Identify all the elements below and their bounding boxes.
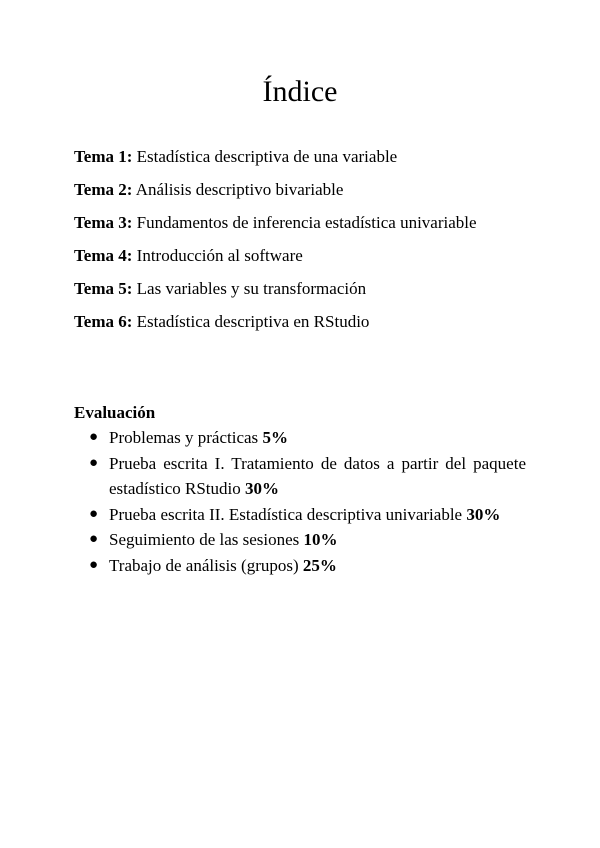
evaluation-section bbox=[74, 401, 526, 578]
bullet-icon: ● bbox=[89, 531, 99, 547]
evaluation-item-text: Trabajo de análisis (grupos) bbox=[109, 555, 299, 575]
evaluation-item bbox=[74, 425, 526, 451]
topic-label: Tema 6: bbox=[74, 312, 133, 331]
evaluation-item bbox=[74, 451, 526, 502]
topic-label: Tema 4: bbox=[74, 246, 133, 265]
evaluation-item-text: Prueba escrita I. Tratamiento de datos a partir del paquete estadístico RStudio bbox=[109, 453, 526, 498]
evaluation-item-percent: 30% bbox=[466, 504, 501, 524]
topic-item bbox=[74, 212, 554, 234]
evaluation-item-percent: 10% bbox=[303, 530, 338, 549]
evaluation-list bbox=[74, 425, 526, 578]
evaluation-item-text: Seguimiento de las sesiones bbox=[109, 530, 300, 549]
topic-list bbox=[74, 146, 554, 344]
bullet-icon: ● bbox=[89, 429, 99, 445]
page-title: Índice bbox=[262, 75, 338, 108]
evaluation-item-text: Prueba escrita II. Estadística descriptiva univariable bbox=[109, 504, 463, 524]
topic-item bbox=[74, 278, 554, 300]
evaluation-item bbox=[74, 553, 526, 579]
evaluation-item-percent: 5% bbox=[262, 428, 288, 447]
topic-text: Introducción al software bbox=[136, 246, 303, 265]
bullet-icon: ● bbox=[89, 556, 99, 573]
evaluation-item-percent: 25% bbox=[302, 555, 337, 575]
topic-label: Tema 3: bbox=[74, 213, 133, 232]
topic-text: Análisis descriptivo bivariable bbox=[135, 180, 344, 199]
evaluation-item bbox=[74, 527, 526, 553]
evaluation-item-percent: 30% bbox=[245, 479, 279, 498]
topic-item bbox=[74, 311, 554, 333]
topic-item bbox=[74, 245, 554, 267]
topic-text: Las variables y su transformación bbox=[136, 279, 367, 298]
topic-text: Estadística descriptiva de una variable bbox=[136, 147, 398, 166]
topic-item bbox=[74, 179, 554, 201]
evaluation-item bbox=[74, 502, 526, 528]
evaluation-heading: Evaluación bbox=[74, 403, 156, 422]
topic-label: Tema 2: bbox=[74, 180, 133, 199]
topic-item bbox=[74, 146, 554, 168]
evaluation-item-text: Problemas y prácticas bbox=[109, 428, 259, 447]
bullet-icon: ● bbox=[89, 454, 99, 471]
topic-text: Fundamentos de inferencia estadística univariable bbox=[136, 213, 477, 232]
topic-label: Tema 5: bbox=[74, 279, 133, 298]
topic-text: Estadística descriptiva en RStudio bbox=[136, 312, 370, 331]
bullet-icon: ● bbox=[89, 505, 99, 522]
topic-label: Tema 1: bbox=[74, 147, 133, 166]
